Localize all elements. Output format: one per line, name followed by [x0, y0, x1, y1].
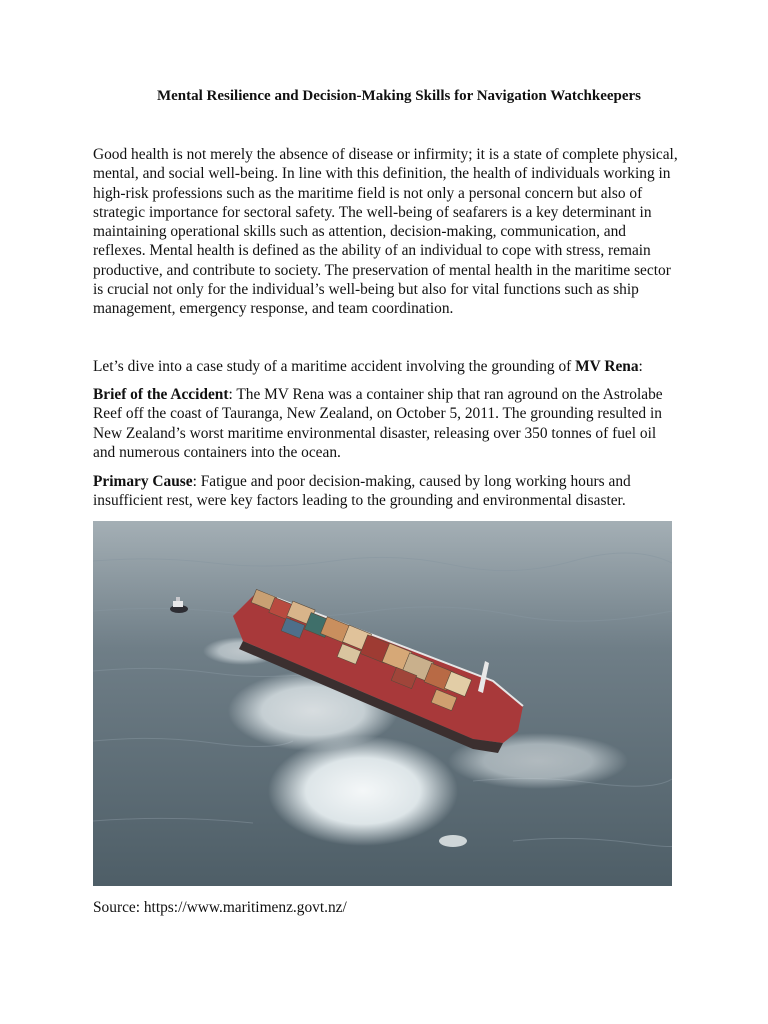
ship-name: MV Rena	[575, 358, 639, 375]
grounded-ship-photo	[93, 521, 672, 886]
brief-label: Brief of the Accident	[93, 386, 229, 403]
page-title: Mental Resilience and Decision-Making Skills for Navigation Watchkeepers	[156, 88, 642, 104]
accident-brief-paragraph	[93, 385, 678, 462]
case-lead-text: Let’s dive into a case study of a maritime accident involving the grounding of	[93, 358, 576, 375]
brief-text: : The MV Rena was a container ship that ran aground on the Astrolabe Reef off the coast of Tauranga, New Zealand, on October 5, 2011. The grounding resulted in New Zealand’s worst maritime environmental disaster, releasing over 350 tonnes of fuel oil and numerous containers into the ocean.	[93, 386, 663, 461]
image-source-caption: Source: https://www.maritimenz.govt.nz/	[93, 899, 347, 916]
intro-paragraph: Good health is not merely the absence of disease or infirmity; it is a state of complete physical, mental, and social well-being. In line with this definition, the health of individuals working in high-risk professions such as the maritime field is not only a personal concern but also of strategic importance for sectoral safety. The well-being of seafarers is a key determinant in maintaining operational skills such as attention, decision-making, communication, and reflexes. Mental health is defined as the ability of an individual to cope with stress, remain productive, and contribute to society. The preservation of mental health in the maritime sector is crucial not only for the individual’s well-being but also for vital functions such as ship management, emergency response, and team coordination.	[93, 146, 678, 318]
primary-cause-label: Primary Cause	[93, 473, 193, 490]
primary-cause-paragraph	[93, 472, 678, 511]
ship-illustration	[93, 521, 672, 886]
primary-cause-text: : Fatigue and poor decision-making, caused by long working hours and insufficient rest, were key factors leading to the grounding and environmental disaster.	[93, 473, 631, 510]
case-lead-suffix: :	[638, 358, 643, 375]
case-study-lead	[93, 357, 678, 376]
